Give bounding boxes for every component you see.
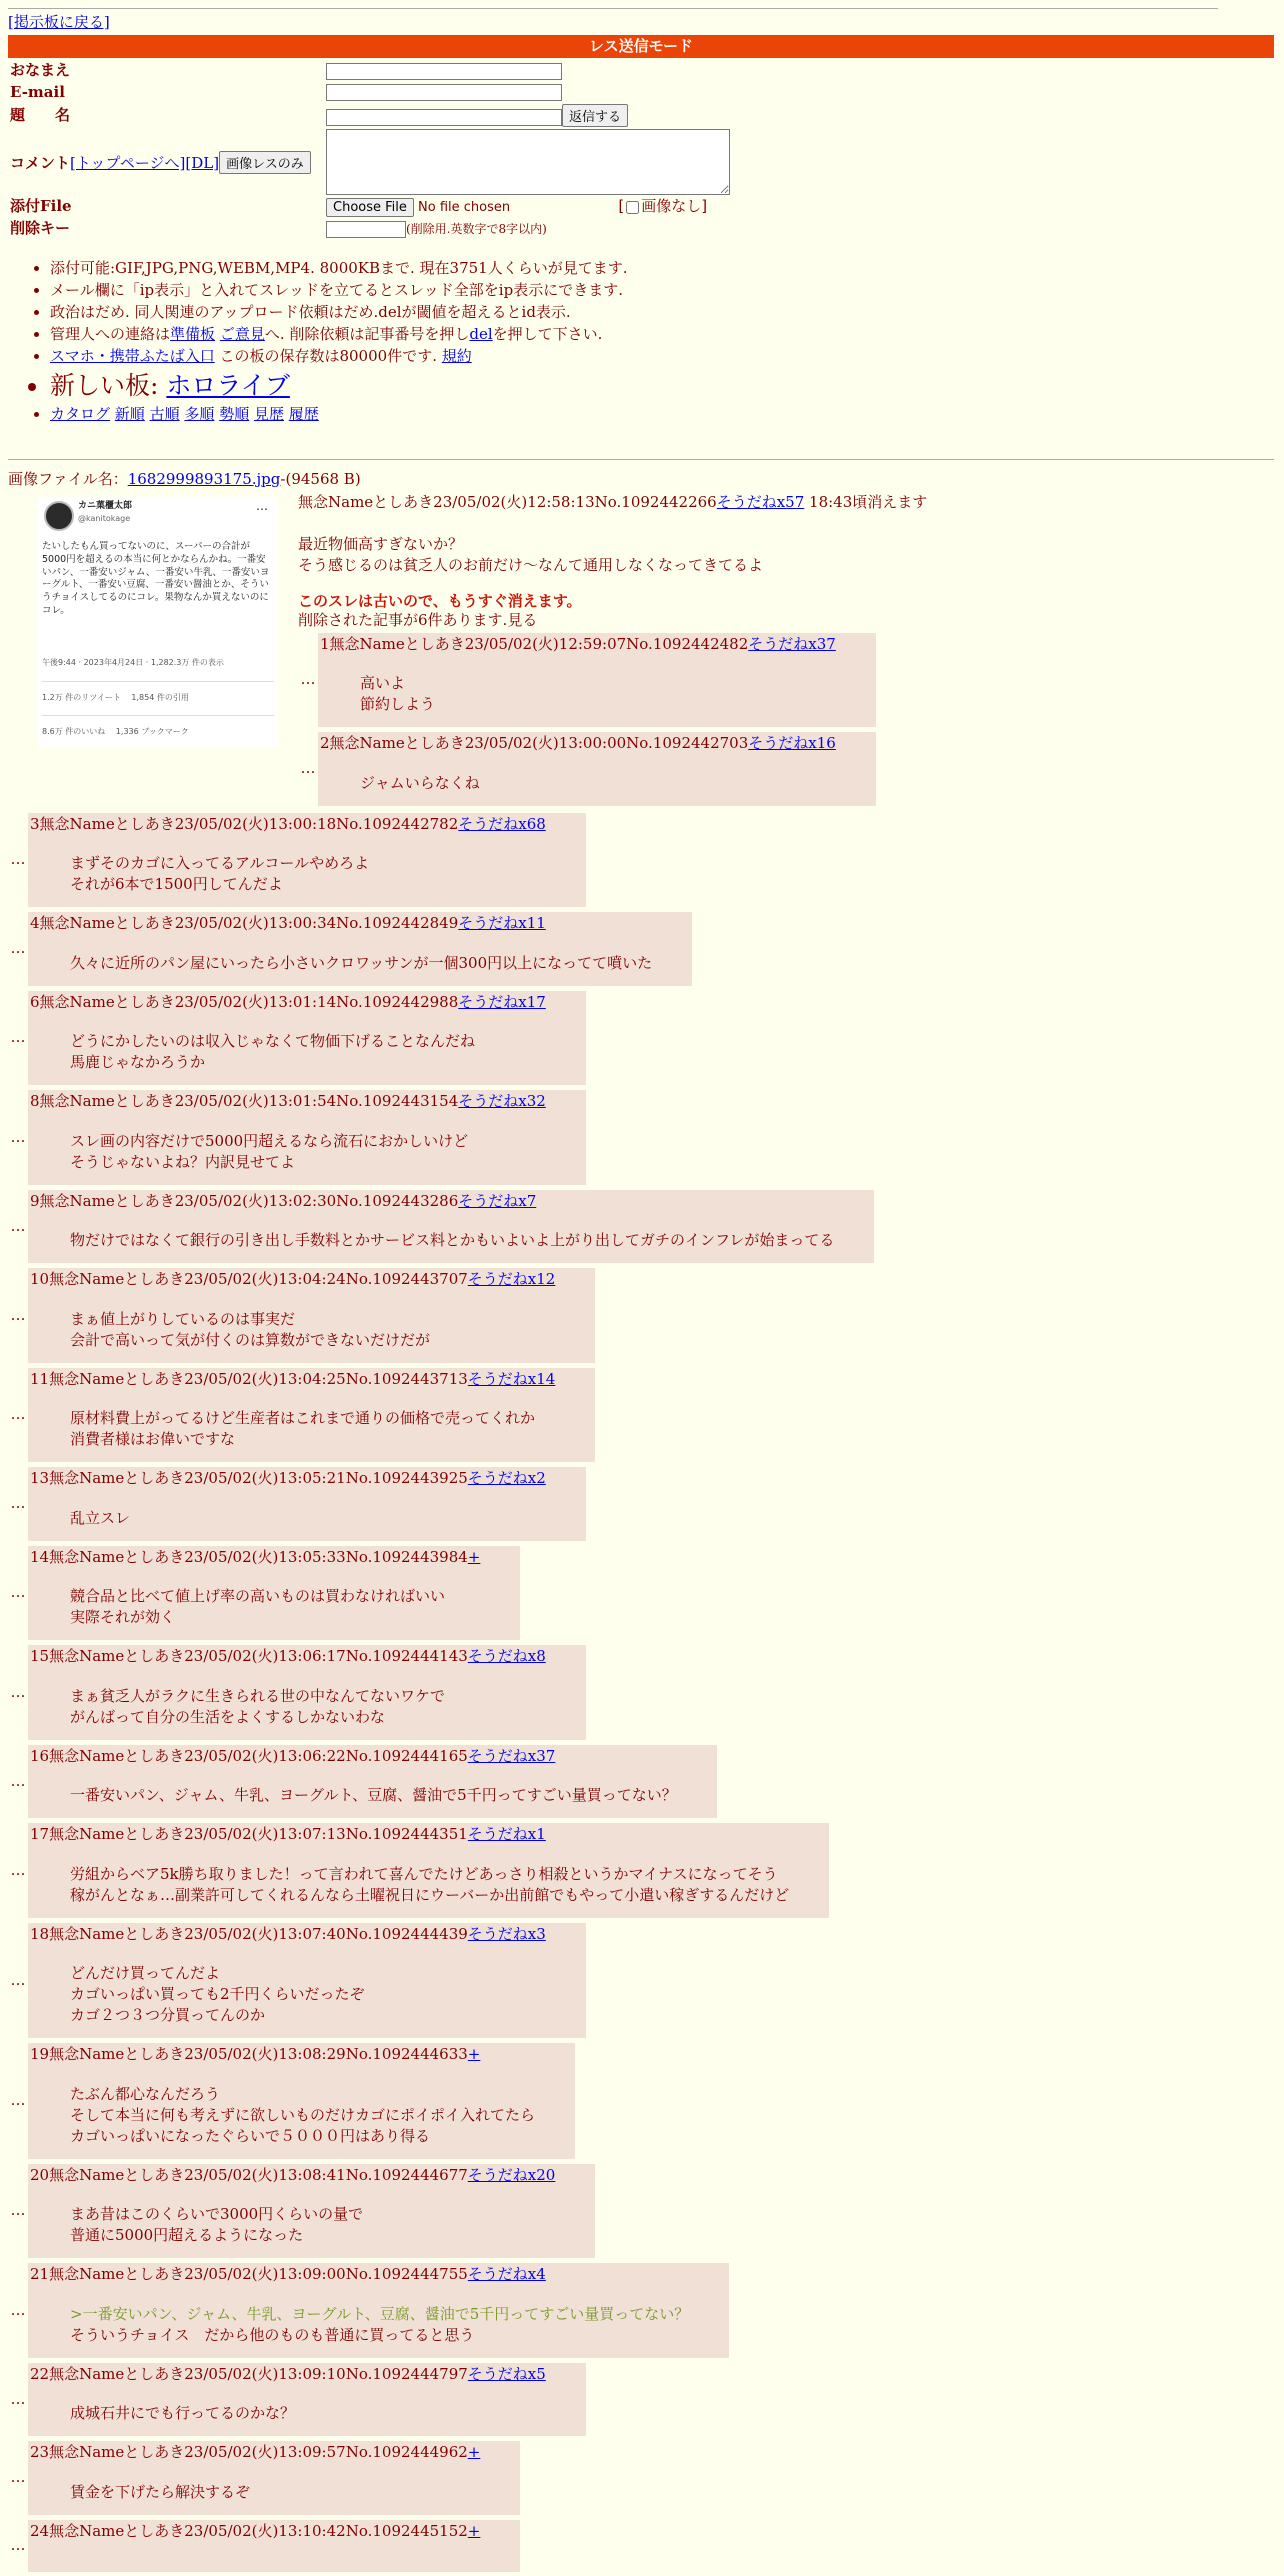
- notice-item: • スマホ・携帯ふたば入口 この板の保存数は80000件です. 規約: [50, 346, 1276, 367]
- reply-row: [298, 732, 1276, 806]
- comment-line: カゴいっぱいになったぐらいで５０００円はあり得る: [70, 2126, 431, 2145]
- reply-comment: [70, 1408, 555, 1450]
- reply-row: [8, 2263, 1276, 2358]
- comment-line: そして本当に何も考えずに欲しいものだけカゴにポイポイ入れてたら: [70, 2105, 536, 2124]
- reply-header: [30, 1925, 546, 1945]
- ellipsis-icon: …: [10, 2536, 26, 2554]
- prep-board-link[interactable]: 準備板: [170, 324, 216, 343]
- comment-line: 稼がんとなぁ…副業許可してくれるんなら土曜祝日にウーバーか出前館でもやって小遣い稼ぎするんだけど: [70, 1885, 790, 1904]
- reply-row: [8, 1090, 1276, 1185]
- sort-momentum-link[interactable]: 勢順: [219, 404, 250, 423]
- sodane-link[interactable]: そうだねx5: [467, 2364, 546, 2383]
- comment-textarea[interactable]: [326, 129, 730, 195]
- sodane-link[interactable]: そうだねx11: [458, 914, 546, 932]
- reply-header: [30, 2365, 546, 2385]
- mobile-entrance-link[interactable]: スマホ・携帯ふたば入口: [50, 346, 215, 365]
- reply-meta: 18無念Nameとしあき23/05/02(火)13:07:40No.1092444439: [30, 1924, 468, 1943]
- avatar: [44, 501, 74, 531]
- reply: [28, 1745, 717, 1819]
- ellipsis-icon: …: [10, 2201, 26, 2219]
- thread-separator: [8, 459, 1274, 460]
- image-only-button[interactable]: 画像レスのみ: [219, 151, 311, 174]
- sodane-link[interactable]: そうだねx32: [458, 1092, 546, 1110]
- reply-row: [8, 2043, 1276, 2159]
- reply-row: [298, 633, 1276, 728]
- ellipsis-icon: …: [10, 1860, 26, 1879]
- op-thumbnail[interactable]: カニ菓櫃太郎 @kanitokage … たいしたもん買ってないのに、スーパーの合計が5000円を超えるの本当に何とかならんかね。一番安いパン、一番安いジャム、一番安い牛乳、一番安いヨーグルト、一番安い豆腐、一番安い醤油とか、そういうチョイスしてるのにコレ。果物なんか買えないのにコレ。 午後9:44 · 2023年4月24日 · 1,282.3万 件の表示 1.2万 件のリツイート 1,854 件の引用 8.6万 件のいいね 1,336 ブックマーク: [38, 497, 278, 747]
- comment-line: まずそのカゴに入ってるアルコールやめろよ: [70, 854, 370, 872]
- sodane-link[interactable]: そうだねx2: [467, 1469, 546, 1487]
- reply-header: [30, 2045, 535, 2065]
- reply-row: [8, 2520, 1276, 2573]
- reply-comment: [70, 1309, 555, 1351]
- reply: [28, 1090, 586, 1185]
- op-comment: 最近物価高すぎないか？ そう感じるのは貧乏人のお前だけ～なんて通用しなくなってきてるよ: [298, 534, 764, 574]
- reply-meta: 20無念Nameとしあき23/05/02(火)13:08:41No.1092444677: [30, 2165, 468, 2184]
- sodane-link[interactable]: そうだねx3: [467, 1924, 546, 1943]
- comment-line: 節約しよう: [360, 695, 436, 713]
- comment-line: どんだけ買ってんだよ: [70, 1964, 221, 1982]
- reply-header: [30, 1647, 546, 1667]
- reply-meta: 21無念Nameとしあき23/05/02(火)13:09:00No.1092444755: [30, 2265, 468, 2283]
- comment-line: 競合品と比べて値上げ率の高いものは買わなければいい: [70, 1587, 446, 1605]
- reply-row: [8, 1745, 1276, 1819]
- reply-row: [8, 1546, 1276, 1641]
- sodane-link[interactable]: そうだねx20: [467, 2165, 556, 2184]
- reply: [28, 1368, 595, 1463]
- delkey-label: 削除キー: [10, 219, 71, 237]
- catalog-link[interactable]: カタログ: [50, 404, 111, 423]
- reply-comment: [70, 1230, 834, 1251]
- ellipsis-icon: …: [10, 2468, 26, 2486]
- submit-button[interactable]: 返信する: [562, 104, 628, 127]
- comment-line: ジャムいらなくね: [360, 773, 480, 792]
- reply-header: [30, 1092, 546, 1112]
- reply: [318, 732, 876, 806]
- reply-header: [30, 2522, 480, 2542]
- comment-line: 成城石井にでも行ってるのかな？: [70, 2404, 296, 2422]
- sodane-link[interactable]: そうだねx68: [458, 814, 546, 833]
- terms-link[interactable]: 規約: [441, 346, 472, 365]
- reply-row: [8, 1467, 1276, 1541]
- comment-line: カゴ２つ３つ分買ってんのか: [70, 2006, 266, 2024]
- reply-row: [8, 2363, 1276, 2437]
- reply-header: [30, 2166, 555, 2186]
- ellipsis-icon: …: [10, 2300, 26, 2319]
- reply-row: [8, 2441, 1276, 2515]
- reply-comment: [70, 2084, 535, 2147]
- sodane-link[interactable]: +: [467, 2045, 481, 2063]
- reply: [28, 1923, 586, 2039]
- comment-line: 一番安いパン、ジャム、牛乳、ヨーグルト、豆腐、醤油で5千円ってすごい量買ってない？: [70, 1786, 677, 1804]
- reply: [28, 1645, 586, 1740]
- reply-meta: 24無念Nameとしあき23/05/02(火)13:10:42No.1092445152: [30, 2521, 468, 2540]
- reply-row: [8, 1823, 1276, 1918]
- reply-comment: [70, 1031, 546, 1073]
- reply: [318, 633, 876, 728]
- reply-header: [30, 1548, 480, 1568]
- ellipsis-icon: …: [300, 759, 316, 777]
- reply-comment: [70, 1785, 677, 1806]
- reply-header: [30, 2443, 480, 2463]
- comment-line: 馬鹿じゃなかろうか: [70, 1053, 206, 1071]
- comment-line: 物だけではなくて銀行の引き出し手数料とかサービス料とかもいよいよ上がり出してガチのインフレが始まってる: [70, 1231, 835, 1249]
- ellipsis-icon: …: [10, 1771, 26, 1790]
- reply-comment: [70, 2304, 689, 2346]
- reply-row: [8, 912, 1276, 986]
- ellipsis-icon: …: [10, 939, 26, 957]
- reply: [28, 1467, 586, 1541]
- comment-line: 久々に近所のパン屋にいったら小さいクロワッサンが一個300円以上になってて噴いた: [70, 953, 653, 972]
- reply-meta: 19無念Nameとしあき23/05/02(火)13:08:29No.1092444633: [30, 2045, 468, 2063]
- post-form: [8, 60, 732, 240]
- reply-meta: 9無念Nameとしあき23/05/02(火)13:02:30No.1092443286: [30, 1191, 459, 1210]
- ellipsis-icon: …: [10, 850, 26, 868]
- ellipsis-icon: …: [10, 1970, 26, 1989]
- comment-line: 賃金を下げたら解決するぞ: [70, 2482, 251, 2501]
- file-label: 添付File: [10, 197, 72, 216]
- reply-comment: [70, 1508, 546, 1529]
- sodane-link[interactable]: そうだねx7: [458, 1191, 537, 1210]
- sodane-link[interactable]: +: [467, 2443, 481, 2461]
- reply-meta: 23無念Nameとしあき23/05/02(火)13:09:57No.1092444962: [30, 2443, 468, 2461]
- reply-comment: [70, 853, 546, 895]
- reply-comment: [70, 2482, 480, 2503]
- reply-header: [30, 2265, 689, 2285]
- reply-meta: 10無念Nameとしあき23/05/02(火)13:04:24No.1092443707: [30, 1270, 468, 1288]
- delkey-note: (削除用.英数字で8字以内): [406, 222, 547, 236]
- reply-row: [8, 1190, 1276, 1264]
- mode-title-bar: レス送信モード: [8, 35, 1274, 59]
- reply: [28, 1823, 829, 1918]
- reply-meta: 2無念Nameとしあき23/05/02(火)13:00:00No.1092442703: [320, 734, 749, 752]
- sodane-link[interactable]: +: [467, 1547, 481, 1566]
- reply-comment: [70, 2204, 555, 2246]
- reply-header: [30, 993, 546, 1013]
- reply-meta: 13無念Nameとしあき23/05/02(火)13:05:21No.1092443925: [30, 1469, 468, 1487]
- reply-row: [8, 813, 1276, 908]
- op-post: [8, 491, 1276, 811]
- comment-line: 実際それが効く: [70, 1608, 176, 1626]
- sort-new-link[interactable]: 新順: [114, 404, 145, 423]
- comment-line: がんばって自分の生活をよくするしかないわな: [70, 1707, 386, 1726]
- notice-item: • 添付可能:GIF,JPG,PNG,WEBM,MP4. 8000KBまで. 現在3751人くらいが見てます.: [50, 258, 1276, 279]
- reply: [28, 2164, 595, 2259]
- comment-line: カゴいっぱい買っても2千円くらいだったぞ: [70, 1985, 365, 2003]
- reply-header: [30, 1270, 555, 1290]
- more-icon: …: [256, 499, 268, 513]
- sort-many-link[interactable]: 多順: [184, 404, 215, 423]
- new-board-item: • 新しい板: ホロライブ: [50, 368, 1276, 403]
- comment-line: 普通に5000円超えるようになった: [70, 2226, 304, 2244]
- reply-comment: [70, 1586, 480, 1628]
- reply-header: [30, 914, 652, 934]
- email-label: E-mail: [10, 82, 65, 101]
- reply-header: [30, 1825, 789, 1845]
- reply-meta: 17無念Nameとしあき23/05/02(火)13:07:13No.1092444351: [30, 1825, 468, 1843]
- delkey-input[interactable]: [326, 221, 406, 238]
- ellipsis-icon: …: [300, 670, 316, 688]
- sodane-link[interactable]: そうだねx4: [467, 2265, 546, 2283]
- reply-meta: 4無念Nameとしあき23/05/02(火)13:00:34No.1092442849: [30, 914, 459, 932]
- reply-comment: [70, 1963, 546, 2026]
- comment-line: 消費者様はお偉いですな: [70, 1430, 236, 1448]
- top-rule: [8, 8, 1218, 9]
- comment-line: 会計で高いって気が付くのは算数ができないだけだが: [70, 1330, 431, 1349]
- sodane-link[interactable]: そうだねx14: [467, 1369, 556, 1388]
- sodane-link[interactable]: そうだねx37: [467, 1746, 556, 1765]
- name-input[interactable]: [326, 63, 562, 80]
- notice-item: • 政治はだめ. 同人関連のアップロード依頼はだめ.delが閾値を超えるとid表示.: [50, 302, 1276, 323]
- comment-line: 乱立スレ: [70, 1508, 131, 1527]
- reply: [28, 1546, 520, 1641]
- ellipsis-icon: …: [10, 1216, 26, 1235]
- ellipsis-icon: …: [10, 1682, 26, 1701]
- comment-line: スレ画の内容だけで5000円超えるなら流石におかしいけど: [70, 1131, 469, 1150]
- reply-meta: 11無念Nameとしあき23/05/02(火)13:04:25No.1092443713: [30, 1369, 468, 1388]
- sodane-link[interactable]: そうだねx12: [467, 1270, 556, 1288]
- reply-row: [8, 991, 1276, 1086]
- reply-comment: [70, 1686, 546, 1728]
- del-link[interactable]: del: [469, 324, 493, 343]
- notice-item: • 管理人への連絡は準備板 ご意見へ. 削除依頼は記事番号を押しdelを押して下さい.: [50, 324, 1276, 345]
- reply: [28, 1190, 874, 1264]
- comment-line: まぁ貧乏人がラクに生きられる世の中なんてないワケで: [70, 1686, 446, 1705]
- comment-line: それが6本で1500円してんだよ: [70, 875, 283, 893]
- reply: [28, 2520, 520, 2573]
- sodane-link[interactable]: そうだねx8: [467, 1647, 546, 1665]
- reply-meta: 1無念Nameとしあき23/05/02(火)12:59:07No.1092442482: [320, 634, 749, 653]
- comment-line: 労組からベア5k勝ち取りました！って言われて喜んでたけどあっさり相殺というかマイナスになってそう: [70, 1864, 778, 1883]
- reply-meta: 3無念Nameとしあき23/05/02(火)13:00:18No.1092442782: [30, 814, 459, 833]
- sodane-link[interactable]: そうだねx17: [458, 992, 546, 1011]
- reply-row: [8, 1368, 1276, 1463]
- op-file-link[interactable]: 1682999893175.jpg: [127, 469, 281, 488]
- sort-old-link[interactable]: 古順: [149, 404, 180, 423]
- reply-row: [8, 1645, 1276, 1740]
- dl-link[interactable]: [DL]: [185, 153, 220, 172]
- back-to-board-link[interactable]: [掲示板に戻る]: [8, 13, 110, 31]
- reply-header: [30, 1192, 834, 1212]
- top-page-link[interactable]: [トップページへ]: [70, 153, 186, 172]
- reply: [28, 991, 586, 1086]
- reply-row: [8, 1923, 1276, 2039]
- comment-line: どうにかしたいのは収入じゃなくて物価下げることなんだね: [70, 1032, 476, 1050]
- sodane-link[interactable]: そうだねx1: [467, 1825, 546, 1843]
- ellipsis-icon: …: [10, 1028, 26, 1046]
- comment-line: そういうチョイス だから他のものも普通に買ってると思う: [70, 2325, 475, 2344]
- subject-input[interactable]: [326, 109, 562, 126]
- reply-meta: 22無念Nameとしあき23/05/02(火)13:09:10No.1092444797: [30, 2364, 468, 2383]
- reply-row: [8, 2164, 1276, 2259]
- reply: [28, 2043, 575, 2159]
- reply-comment: [360, 673, 836, 715]
- comment-line: 原材料費上がってるけど生産者はこれまで通りの価格で売ってくれか: [70, 1409, 536, 1427]
- reply-header: [30, 815, 546, 835]
- ellipsis-icon: …: [10, 1127, 26, 1146]
- reply-comment: [70, 2403, 546, 2424]
- reply-header: [30, 1747, 677, 1767]
- sodane-link[interactable]: そうだねx37: [748, 634, 836, 653]
- reply-comment: [360, 773, 836, 794]
- reply: [28, 813, 586, 908]
- reply-meta: 14無念Nameとしあき23/05/02(火)13:05:33No.1092443984: [30, 1547, 468, 1566]
- reply-comment: [70, 953, 652, 974]
- no-file-text: No file chosen: [418, 200, 511, 215]
- sodane-link[interactable]: そうだねx16: [748, 734, 836, 752]
- ellipsis-icon: …: [10, 2091, 26, 2109]
- name-label: おなまえ: [10, 61, 71, 79]
- comment-line: そうじゃないよね？内訳見せてよ: [70, 1152, 296, 1171]
- comment-label-cell: [8, 128, 324, 196]
- reply: [28, 1268, 595, 1363]
- opinion-link[interactable]: ご意見: [219, 324, 265, 343]
- reply: [28, 912, 692, 986]
- reply-meta: 6無念Nameとしあき23/05/02(火)13:01:14No.1092442988: [30, 992, 459, 1011]
- sodane-link[interactable]: +: [467, 2521, 481, 2540]
- hololive-board-link[interactable]: ホロライブ: [166, 370, 290, 400]
- no-image-label: 画像なし]: [641, 197, 708, 215]
- reply: [28, 2441, 520, 2515]
- sodane-link[interactable]: そうだねx57: [716, 493, 805, 511]
- choose-file-button[interactable]: Choose File: [326, 198, 414, 217]
- no-image-checkbox[interactable]: [626, 201, 639, 214]
- no-image-bracket: [: [618, 197, 625, 215]
- comment-line: 高いよ: [360, 674, 406, 692]
- notice-list: [8, 258, 1276, 425]
- ellipsis-icon: …: [10, 1405, 26, 1423]
- reply-comment: [70, 1131, 546, 1173]
- comment-line: まぁ値上がりしているのは事実だ: [70, 1309, 296, 1328]
- reply: [28, 2263, 729, 2358]
- op-header: 無念Nameとしあき23/05/02(火)12:58:13No.1092442266そうだねx57 18:43頃消えます: [298, 493, 928, 511]
- reply-comment: [70, 1864, 789, 1906]
- reply-header: [320, 635, 836, 655]
- deleted-posts-note: 削除された記事が6件あります.見る: [298, 611, 538, 629]
- reply-meta: 16無念Nameとしあき23/05/02(火)13:06:22No.1092444165: [30, 1746, 468, 1765]
- reply-header: [30, 1370, 555, 1390]
- quote-line: >一番安いパン、ジャム、牛乳、ヨーグルト、豆腐、醤油で5千円ってすごい量買ってない？: [70, 2304, 690, 2323]
- op-file-line: 画像ファイル名：1682999893175.jpg-(94568 B): [8, 469, 361, 488]
- ellipsis-icon: …: [10, 1305, 26, 1324]
- subject-label: 題 名: [10, 105, 71, 124]
- seen-history-link[interactable]: 見歴: [253, 404, 284, 423]
- comment-line: たぶん都心なんだろう: [70, 2084, 221, 2103]
- catalog-links: [50, 404, 1276, 425]
- ellipsis-icon: …: [10, 1583, 26, 1601]
- old-thread-warning: このスレは古いので、もうすぐ消えます。: [298, 591, 582, 610]
- reply-header: [320, 734, 836, 754]
- ellipsis-icon: …: [10, 1494, 26, 1512]
- reply-header: [30, 1469, 546, 1489]
- notice-item: • メール欄に「ip表示」と入れてスレッドを立てるとスレッド全部をip表示にできます.: [50, 280, 1276, 301]
- reply-meta: 15無念Nameとしあき23/05/02(火)13:06:17No.1092444143: [30, 1647, 468, 1665]
- reply-meta: 8無念Nameとしあき23/05/02(火)13:01:54No.1092443154: [30, 1092, 459, 1110]
- comment-line: まあ昔はこのくらいで3000円くらいの量で: [70, 2205, 364, 2223]
- history-link[interactable]: 履歴: [288, 404, 319, 423]
- comment-label: コメント: [10, 153, 71, 172]
- reply: [28, 2363, 586, 2437]
- email-input[interactable]: [326, 84, 562, 101]
- reply-row: [8, 1268, 1276, 1363]
- ellipsis-icon: …: [10, 2389, 26, 2408]
